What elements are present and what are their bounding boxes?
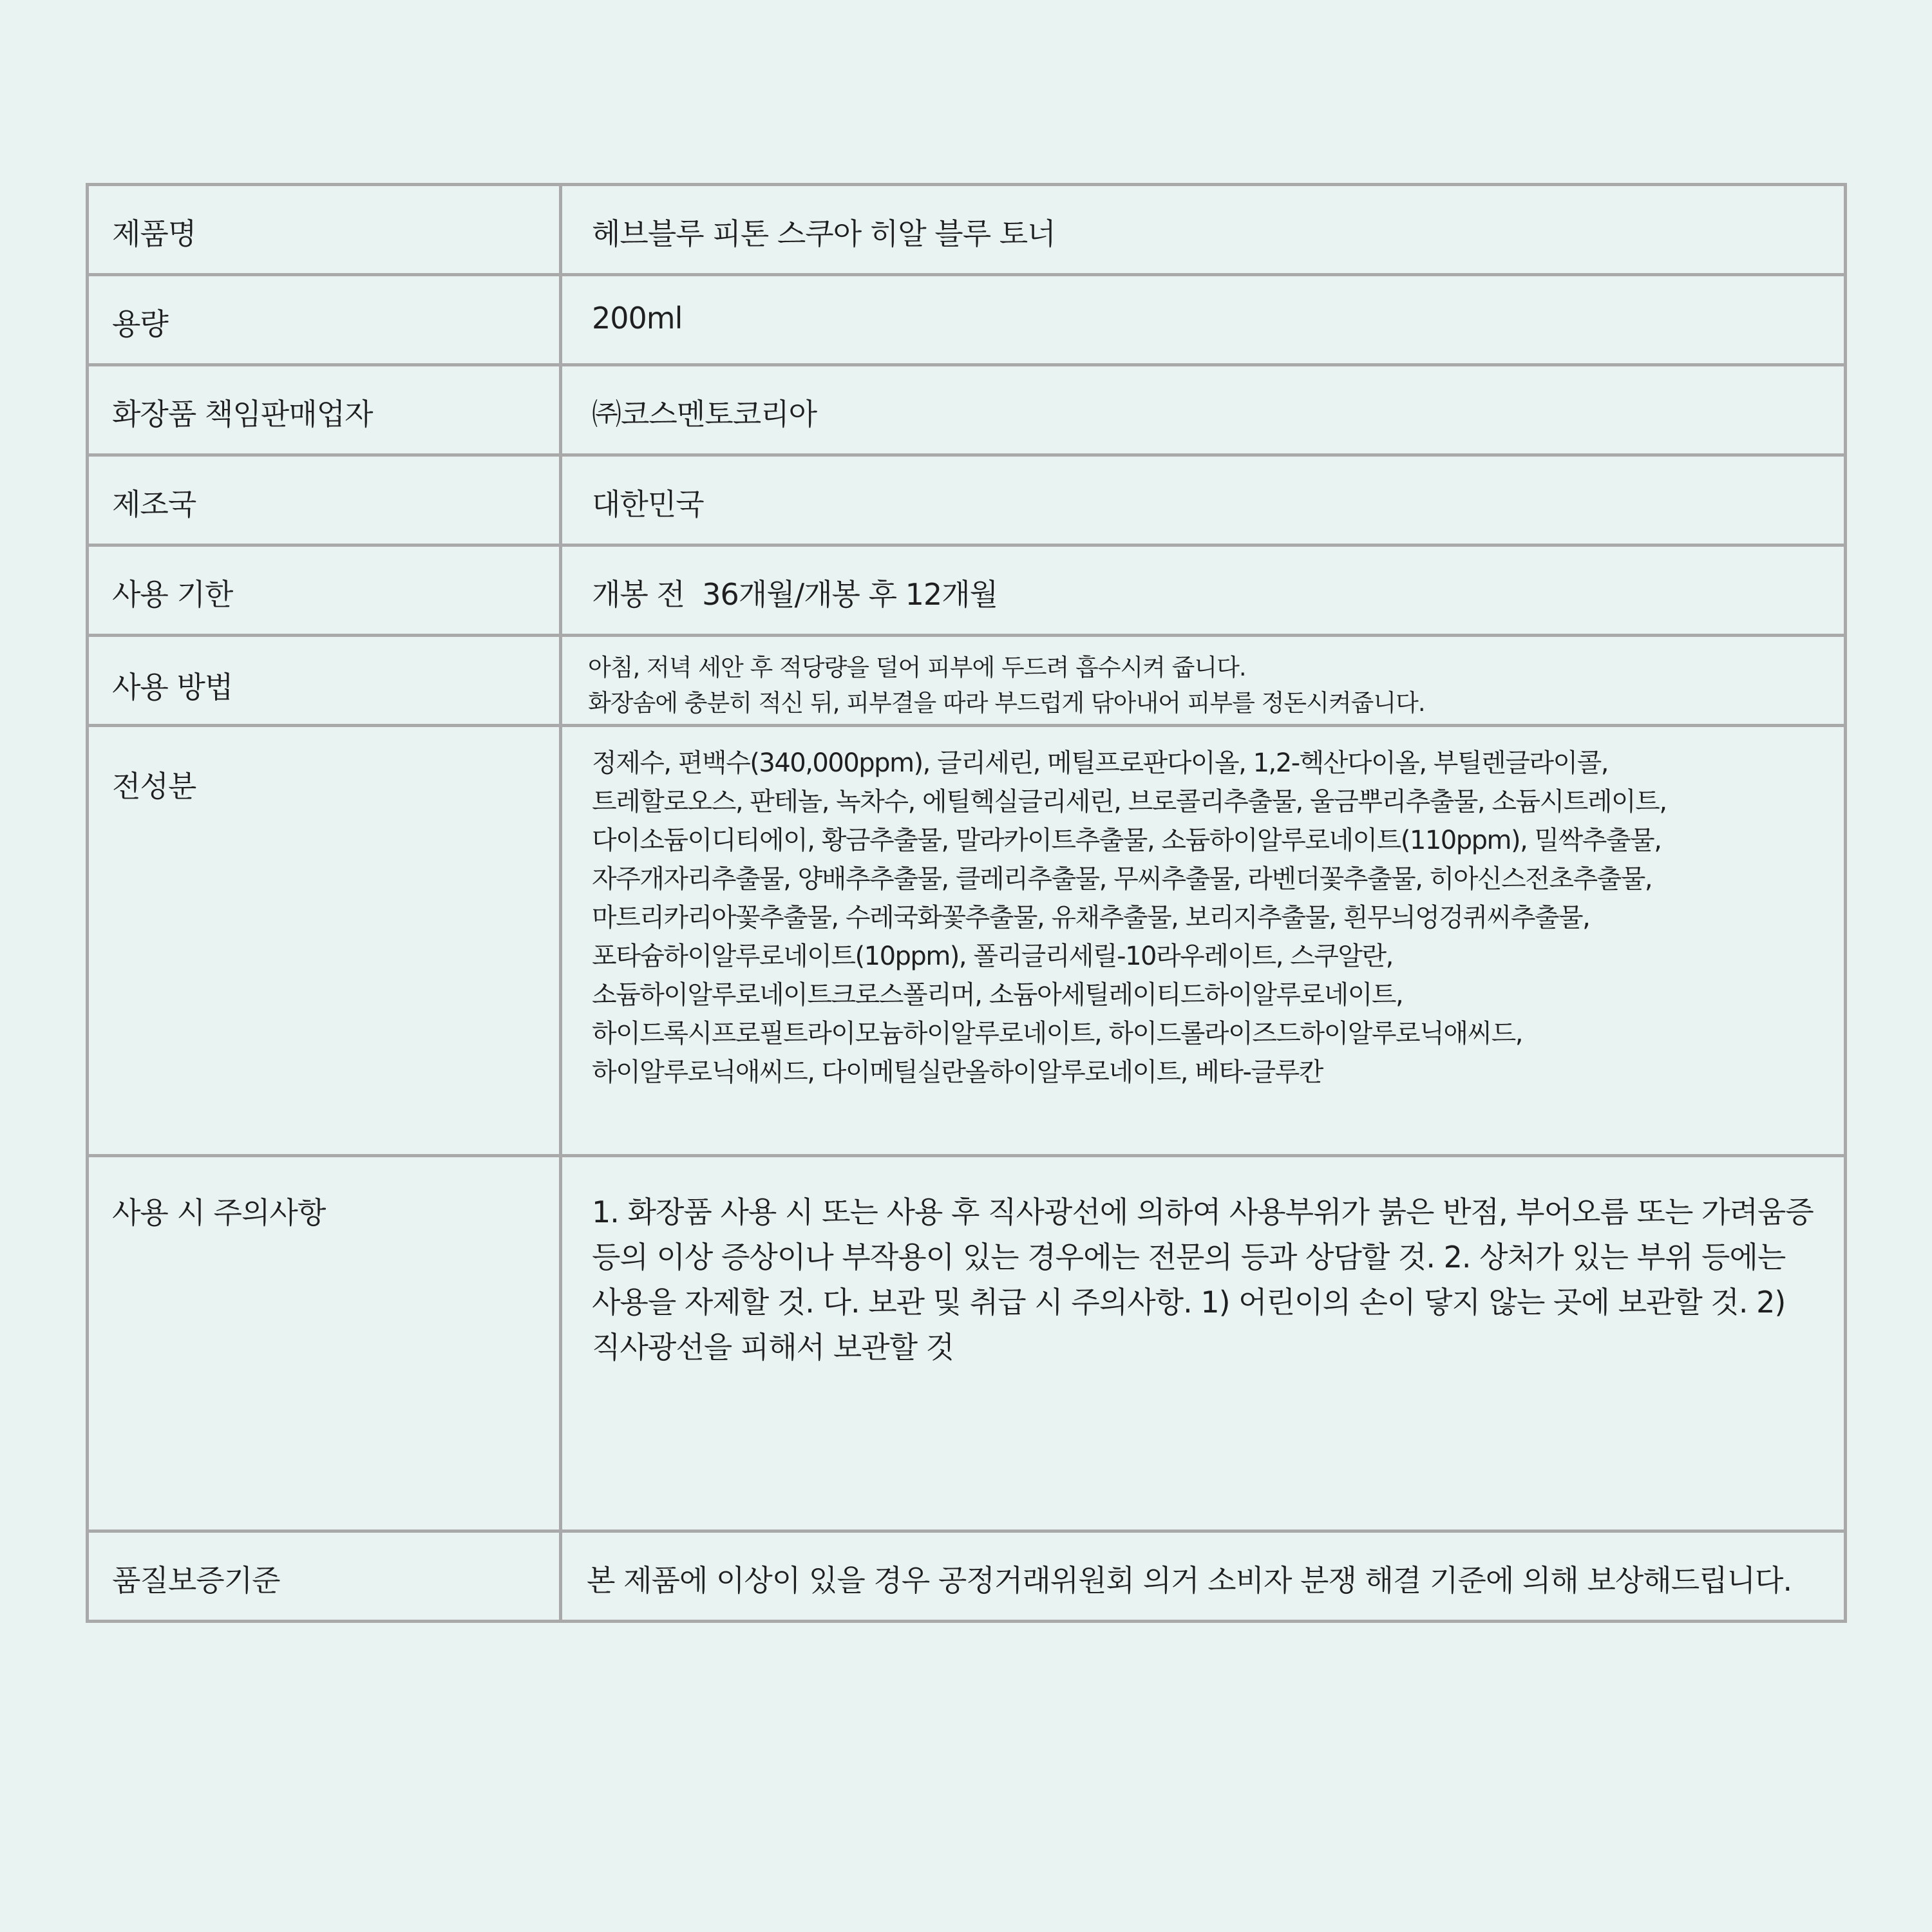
table-row-product-name [88, 185, 1846, 275]
value-origin: 대한민국 [561, 455, 1846, 545]
caution-line: 직사광선을 피해서 보관할 것 [592, 1330, 954, 1365]
value-expiry: 개봉 전 36개월/개봉 후 12개월 [561, 545, 1846, 636]
value-caution [561, 1156, 1846, 1531]
ingredients-line: 마트리카리아꽃추출물, 수레국화꽃추출물, 유채추출물, 보리지추출물, 흰무늬엉겅퀴씨추출물, [592, 903, 1590, 933]
table-row-origin [88, 455, 1846, 545]
label-origin: 제조국 [88, 455, 561, 545]
caution-line: 사용을 자제할 것. 다. 보관 및 취급 시 주의사항. 1) 어린이의 손이 닿지 않는 곳에 보관할 것. 2) [592, 1285, 1786, 1320]
ingredients-line: 포타슘하이알루로네이트(10ppm), 폴리글리세릴-10라우레이트, 스쿠알란, [592, 942, 1393, 971]
label-quality: 품질보증기준 [88, 1531, 561, 1622]
ingredients-line: 하이알루로닉애씨드, 다이메틸실란올하이알루로네이트, 베타-글루칸 [592, 1057, 1323, 1087]
ingredients-line: 소듐하이알루로네이트크로스폴리머, 소듐아세틸레이티드하이알루로네이트, [592, 980, 1403, 1010]
product-info-table [86, 183, 1847, 1623]
ingredients-line: 정제수, 편백수(340,000ppm), 글리세린, 메틸프로판다이올, 1,2-헥산다이올, 부틸렌글라이콜, [592, 748, 1608, 778]
value-method [561, 636, 1846, 726]
value-product-name: 헤브블루 피톤 스쿠아 히알 블루 토너 [561, 185, 1846, 275]
ingredients-line: 자주개자리추출물, 양배추추출물, 클레리추출물, 무씨추출물, 라벤더꽃추출물, 히아신스전초추출물, [592, 864, 1653, 894]
ingredients-line: 하이드록시프로필트라이모늄하이알루로네이트, 하이드롤라이즈드하이알루로닉애씨드, [592, 1019, 1522, 1048]
value-seller: ㈜코스멘토코리아 [561, 365, 1846, 455]
table-row-method [88, 636, 1846, 726]
caution-line: 등의 이상 증상이나 부작용이 있는 경우에는 전문의 등과 상담할 것. 2. 상처가 있는 부위 등에는 [592, 1240, 1786, 1274]
table-row-expiry [88, 545, 1846, 636]
value-volume: 200ml [561, 275, 1846, 365]
label-product-name: 제품명 [88, 185, 561, 275]
label-seller: 화장품 책임판매업자 [88, 365, 561, 455]
table-row-quality [88, 1531, 1846, 1622]
label-method: 사용 방법 [88, 636, 561, 726]
value-quality: 본 제품에 이상이 있을 경우 공정거래위원회 의거 소비자 분쟁 해결 기준에 의해 보상해드립니다. [561, 1531, 1846, 1622]
caution-line: 1. 화장품 사용 시 또는 사용 후 직사광선에 의하여 사용부위가 붉은 반점, 부어오름 또는 가려움증 [592, 1195, 1814, 1229]
label-caution: 사용 시 주의사항 [88, 1156, 561, 1531]
value-ingredients [561, 726, 1846, 1156]
method-line: 아침, 저녁 세안 후 적당량을 덜어 피부에 두드려 흡수시켜 줍니다. [588, 654, 1246, 681]
ingredients-line: 트레할로오스, 판테놀, 녹차수, 에틸헥실글리세린, 브로콜리추출물, 울금뿌리추출물, 소듐시트레이트, [592, 787, 1667, 817]
table-row-seller [88, 365, 1846, 455]
label-expiry: 사용 기한 [88, 545, 561, 636]
table-row-caution [88, 1156, 1846, 1531]
table-row-ingredients [88, 726, 1846, 1156]
ingredients-line: 다이소듐이디티에이, 황금추출물, 말라카이트추출물, 소듐하이알루로네이트(110ppm), 밀싹추출물, [592, 826, 1662, 855]
method-line: 화장솜에 충분히 적신 뒤, 피부결을 따라 부드럽게 닦아내어 피부를 정돈시켜줍니다. [588, 689, 1425, 717]
label-ingredients: 전성분 [88, 726, 561, 1156]
label-volume: 용량 [88, 275, 561, 365]
table-row-volume [88, 275, 1846, 365]
